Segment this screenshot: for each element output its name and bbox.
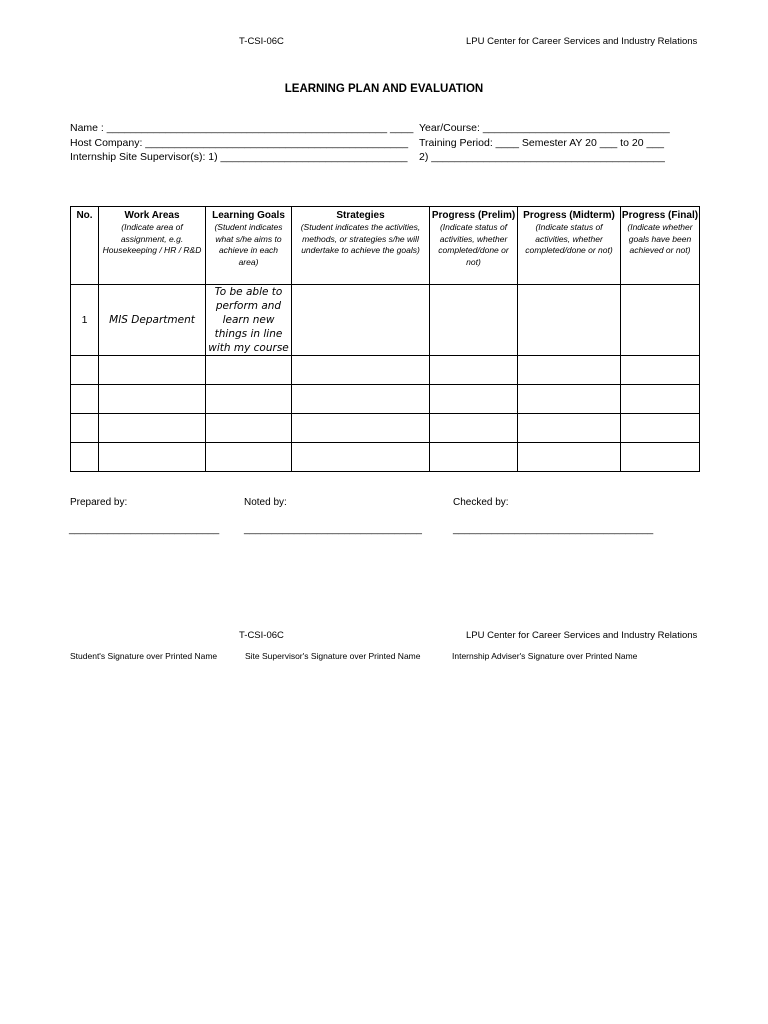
prepared-signature-line: ___________________________ (69, 524, 220, 535)
work-area-cell (99, 385, 206, 414)
supervisor-2-field: 2) ________________________________________ (419, 151, 665, 163)
col-header-strategies: Strategies (Student indicates the activities, methods, or strategies s/he will undertake to achieve the goals) (292, 207, 430, 285)
final-cell (621, 285, 700, 356)
col-header-no: No. (71, 207, 99, 285)
learning-goal-cell (206, 414, 292, 443)
prelim-cell (430, 356, 518, 385)
prelim-cell (430, 285, 518, 356)
checked-by-label: Checked by: (453, 497, 509, 508)
supervisor-signature-caption: Site Supervisor's Signature over Printed Name (245, 651, 421, 661)
col-header-learning-goals: Learning Goals (Student indicates what s/he aims to achieve in each area) (206, 207, 292, 285)
organization-name-footer: LPU Center for Career Services and Industry Relations (466, 630, 698, 641)
col-header-work-areas: Work Areas (Indicate area of assignment, e.g. Housekeeping / HR / R&D (99, 207, 206, 285)
strategies-cell (292, 414, 430, 443)
final-cell (621, 414, 700, 443)
prelim-cell (430, 385, 518, 414)
work-area-cell (99, 443, 206, 472)
organization-name: LPU Center for Career Services and Industry Relations (466, 36, 698, 47)
midterm-cell (518, 285, 621, 356)
prepared-by-label: Prepared by: (70, 497, 128, 508)
final-cell (621, 356, 700, 385)
table-row (71, 414, 700, 443)
midterm-cell (518, 414, 621, 443)
col-header-progress-final: Progress (Final) (Indicate whether goals have been achieved or not) (621, 207, 700, 285)
student-signature-caption: Student's Signature over Printed Name (70, 651, 218, 661)
row-number (71, 356, 99, 385)
strategies-cell (292, 385, 430, 414)
table-row (71, 443, 700, 472)
prelim-cell (430, 414, 518, 443)
table-row (71, 285, 700, 356)
adviser-signature-caption: Internship Adviser's Signature over Printed Name (452, 651, 638, 661)
training-period-field: Training Period: ____ Semester AY 20 ___ to 20 ___ (419, 137, 664, 149)
prelim-cell (430, 443, 518, 472)
learning-goal-cell: To be able to perform and learn new things in line with my course (206, 285, 292, 356)
row-number (71, 385, 99, 414)
col-header-progress-midterm: Progress (Midterm) (Indicate status of activities, whether completed/done or not) (518, 207, 621, 285)
row-number: 1 (71, 285, 99, 356)
name-field: Name : ________________________________________________ ____ (70, 122, 414, 134)
work-area-cell (99, 414, 206, 443)
strategies-cell (292, 356, 430, 385)
learning-goal-cell (206, 385, 292, 414)
form-code: T-CSI-06C (239, 36, 284, 47)
learning-plan-table (70, 206, 700, 472)
table-header-row (71, 207, 700, 285)
midterm-cell (518, 356, 621, 385)
table-row (71, 356, 700, 385)
year-course-field: Year/Course: ________________________________ (419, 122, 670, 134)
midterm-cell (518, 443, 621, 472)
form-code-footer: T-CSI-06C (239, 630, 284, 641)
noted-by-label: Noted by: (244, 497, 287, 508)
learning-goal-cell (206, 356, 292, 385)
final-cell (621, 443, 700, 472)
noted-signature-line: ________________________________ (244, 524, 422, 535)
table-row (71, 385, 700, 414)
learning-goal-cell (206, 443, 292, 472)
work-area-cell (99, 356, 206, 385)
col-header-progress-prelim: Progress (Prelim) (Indicate status of activities, whether completed/done or not) (430, 207, 518, 285)
host-company-field: Host Company: _____________________________________________ (70, 137, 409, 149)
row-number (71, 414, 99, 443)
supervisor-field: Internship Site Supervisor(s): 1) ________________________________ (70, 151, 408, 163)
row-number (71, 443, 99, 472)
midterm-cell (518, 385, 621, 414)
checked-signature-line: ____________________________________ (453, 524, 654, 535)
strategies-cell (292, 443, 430, 472)
page-title: LEARNING PLAN AND EVALUATION (284, 83, 484, 95)
final-cell (621, 385, 700, 414)
strategies-cell (292, 285, 430, 356)
work-area-cell: MIS Department (99, 285, 206, 356)
